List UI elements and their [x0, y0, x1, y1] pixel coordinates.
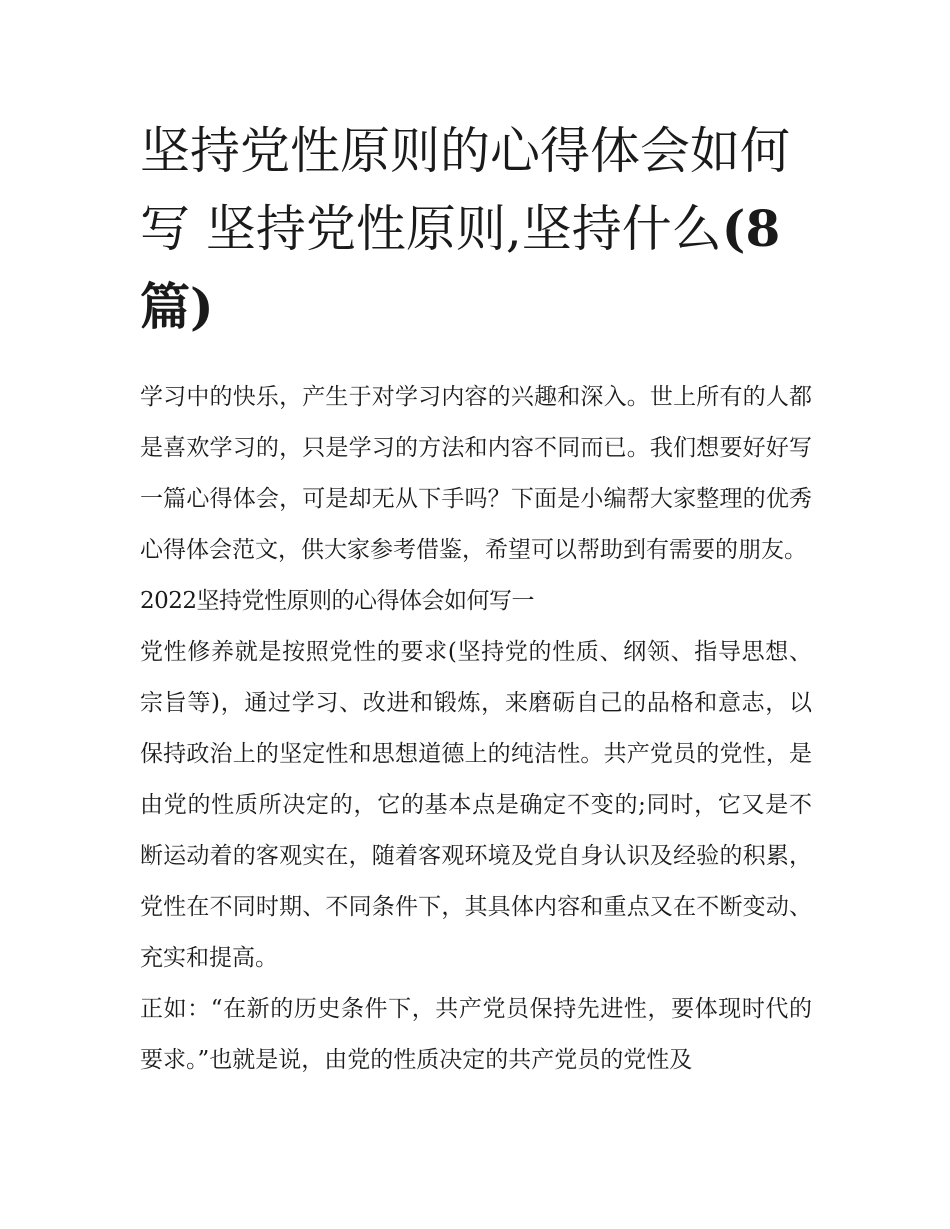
title-text: 坚持党性原则的心得体会如何写 坚持党性原则,坚持什么 — [140, 122, 790, 258]
title-count: (8篇) — [140, 199, 781, 336]
document-title — [140, 112, 812, 346]
body-paragraph-1: 党性修养就是按照党性的要求(坚持党的性质、纲领、指导思想、宗旨等)，通过学习、改进和锻炼，来磨砺自己的品格和意志，以保持政治上的坚定性和思想道德上的纯洁性。共产党员的党性，是由党的性质所决定的，它的基本点是确定不变的;同时，它又是不断运动着的客观实在，随着客观环境及党自身认识及经验的积累，党性在不同时期、不同条件下，其具体内容和重点又在不断变动、充实和提高。 — [140, 639, 812, 971]
section-heading: 2022坚持党性原则的心得体会如何写一 — [140, 588, 535, 614]
document-page — [140, 112, 812, 1086]
body-paragraph-2: 正如：“在新的历史条件下，共产党员保持先进性，要体现时代的要求。”也就是说，由党的性质决定的共产党员的党性及 — [140, 996, 812, 1073]
intro-paragraph: 学习中的快乐，产生于对学习内容的兴趣和深入。世上所有的人都是喜欢学习的，只是学习的方法和内容不同而已。我们想要好好写一篇心得体会，可是却无从下手吗？下面是小编帮大家整理的优秀心得体会范文，供大家参考借鉴，希望可以帮助到有需要的朋友。 — [140, 384, 812, 563]
